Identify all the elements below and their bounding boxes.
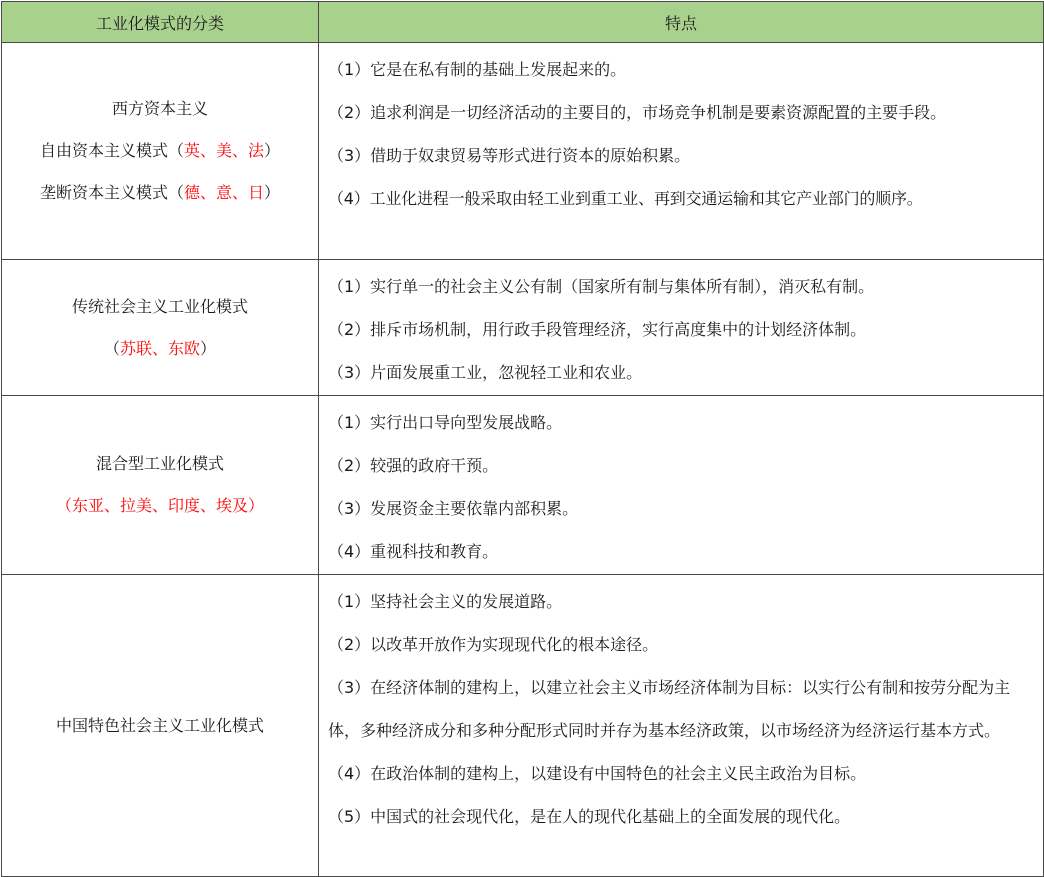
category-title: 混合型工业化模式 xyxy=(95,454,224,473)
table-row xyxy=(2,260,1044,396)
feature-item: （4）重视科技和教育。 xyxy=(328,542,499,561)
category-title: 中国特色社会主义工业化模式 xyxy=(55,715,264,735)
feature-item: （1）它是在私有制的基础上发展起来的。 xyxy=(328,60,627,79)
category-countries: （苏联、东欧） xyxy=(103,338,217,358)
industrialization-models-table xyxy=(1,1,1044,877)
category-cell xyxy=(2,43,319,260)
feature-item: （4）在政治体制的建构上，以建设有中国特色的社会主义民主政治为目标。 xyxy=(328,764,867,783)
feature-item: （2）追求利润是一切经济活动的主要目的，市场竞争机制是要素资源配置的主要手段。 xyxy=(328,103,947,122)
features-cell xyxy=(319,260,1044,396)
feature-item: （4）工业化进程一般采取由轻工业到重工业、再到交通运输和其它产业部门的顺序。 xyxy=(328,189,923,208)
feature-item: （1）坚持社会主义的发展道路。 xyxy=(328,592,563,611)
category-cell xyxy=(2,396,319,575)
feature-item: （5）中国式的社会现代化，是在人的现代化基础上的全面发展的现代化。 xyxy=(328,807,851,826)
table-header-row xyxy=(2,2,1044,43)
category-subtype: 垄断资本主义模式（德、意、日） xyxy=(39,183,281,202)
header-category: 工业化模式的分类 xyxy=(2,2,319,43)
country-highlight: 苏联、东欧 xyxy=(119,338,200,358)
features-cell xyxy=(319,575,1044,877)
country-highlight: 德、意、日 xyxy=(183,183,264,202)
feature-item: （1）实行出口导向型发展战略。 xyxy=(328,413,563,432)
table-row xyxy=(2,396,1044,575)
country-highlight: 英、美、法 xyxy=(183,141,264,160)
table-row xyxy=(2,43,1044,260)
category-subtype: 自由资本主义模式（英、美、法） xyxy=(39,141,281,160)
feature-item: （3）片面发展重工业，忽视轻工业和农业。 xyxy=(328,363,643,382)
table-row xyxy=(2,575,1044,877)
header-features: 特点 xyxy=(319,2,1044,43)
feature-item: （2）较强的政府干预。 xyxy=(328,456,499,475)
features-cell xyxy=(319,43,1044,260)
feature-item: （2）以改革开放作为实现现代化的根本途径。 xyxy=(328,635,659,654)
feature-item: （3）发展资金主要依靠内部积累。 xyxy=(328,499,579,518)
feature-item: （2）排斥市场机制，用行政手段管理经济，实行高度集中的计划经济体制。 xyxy=(328,320,867,339)
category-title: 西方资本主义 xyxy=(111,99,208,118)
feature-item: （3）借助于奴隶贸易等形式进行资本的原始积累。 xyxy=(328,146,691,165)
features-cell xyxy=(319,396,1044,575)
category-title: 传统社会主义工业化模式 xyxy=(71,296,248,316)
country-highlight: （东亚、拉美、印度、埃及） xyxy=(55,496,264,515)
feature-item: （1）实行单一的社会主义公有制（国家所有制与集体所有制），消灭私有制。 xyxy=(328,277,875,296)
category-cell xyxy=(2,260,319,396)
category-cell xyxy=(2,575,319,877)
feature-item: （3）在经济体制的建构上，以建立社会主义市场经济体制为目标：以实行公有制和按劳分配为主体，多种经济成分和多种分配形式同时并存为基本经济政策，以市场经济为经济运行基本方式。 xyxy=(328,678,1011,740)
